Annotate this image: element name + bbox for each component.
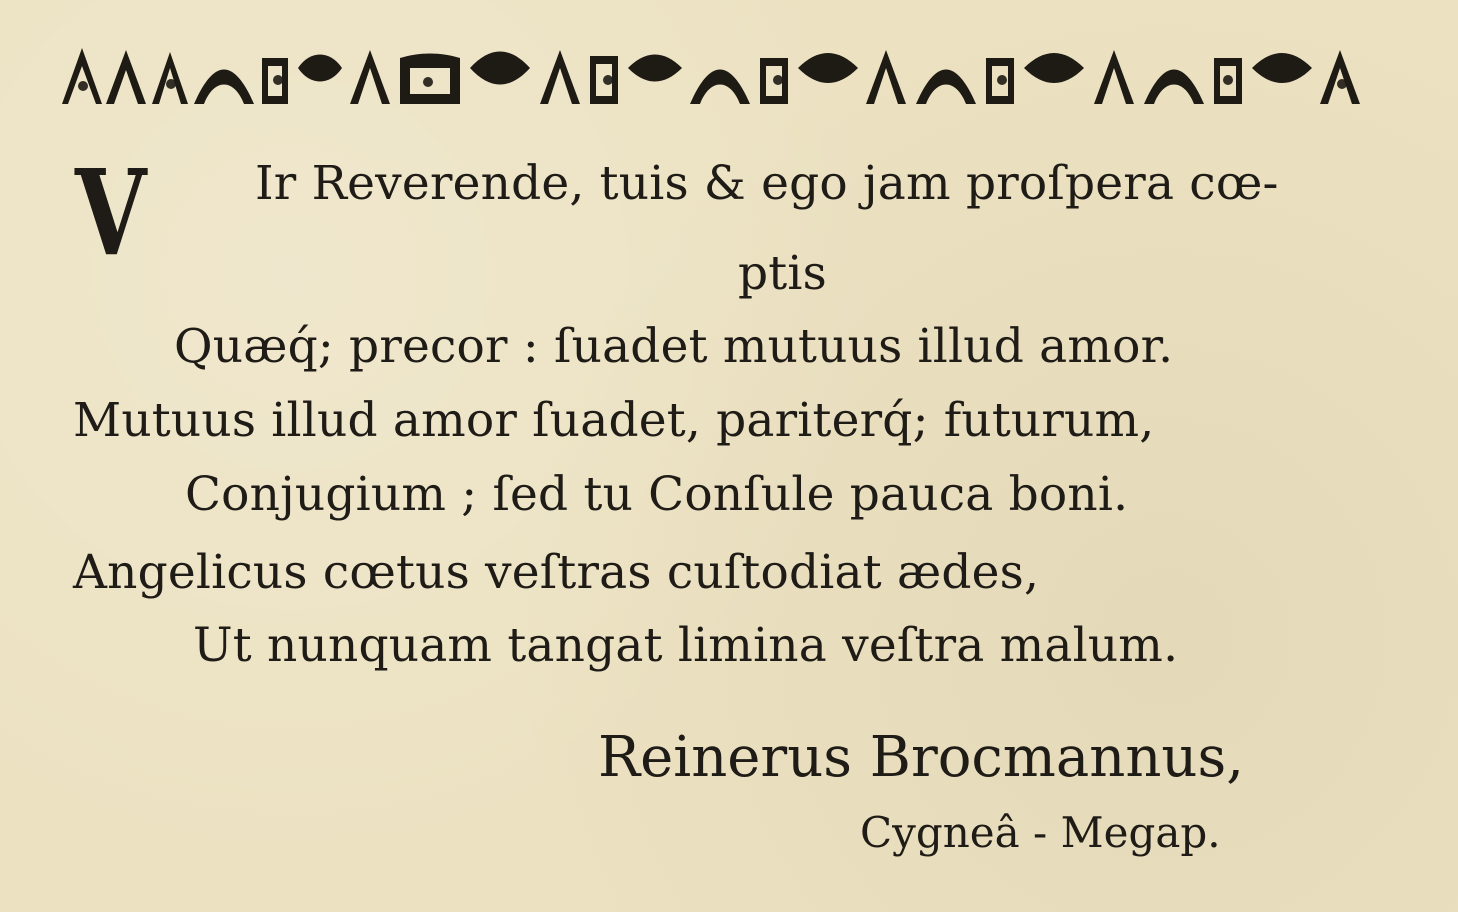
poem-line-3: Mutuus illud amor ſuadet, pariterq́; futurum, [73,393,1155,448]
poem-line-5: Angelicus cœtus veſtras cuſtodiat ædes, [73,545,1040,600]
signature-place: Cygneâ - Megap. [860,808,1221,857]
poem-line-1: Ir Reverende, tuis & ego jam proſpera cœ- [255,156,1279,211]
drop-cap-letter: V [75,143,147,282]
poem-line-6: Ut nunquam tangat limina veſtra malum. [193,618,1179,673]
poem-line-2: Quæq́; precor : ſuadet mutuus illud amor. [174,319,1174,374]
poem-line-4: Conjugium ; ſed tu Conſule pauca boni. [185,467,1129,522]
signature-name: Reinerus Brocmannus, [598,725,1245,790]
poem-line-1-continuation: ptis [738,246,827,301]
